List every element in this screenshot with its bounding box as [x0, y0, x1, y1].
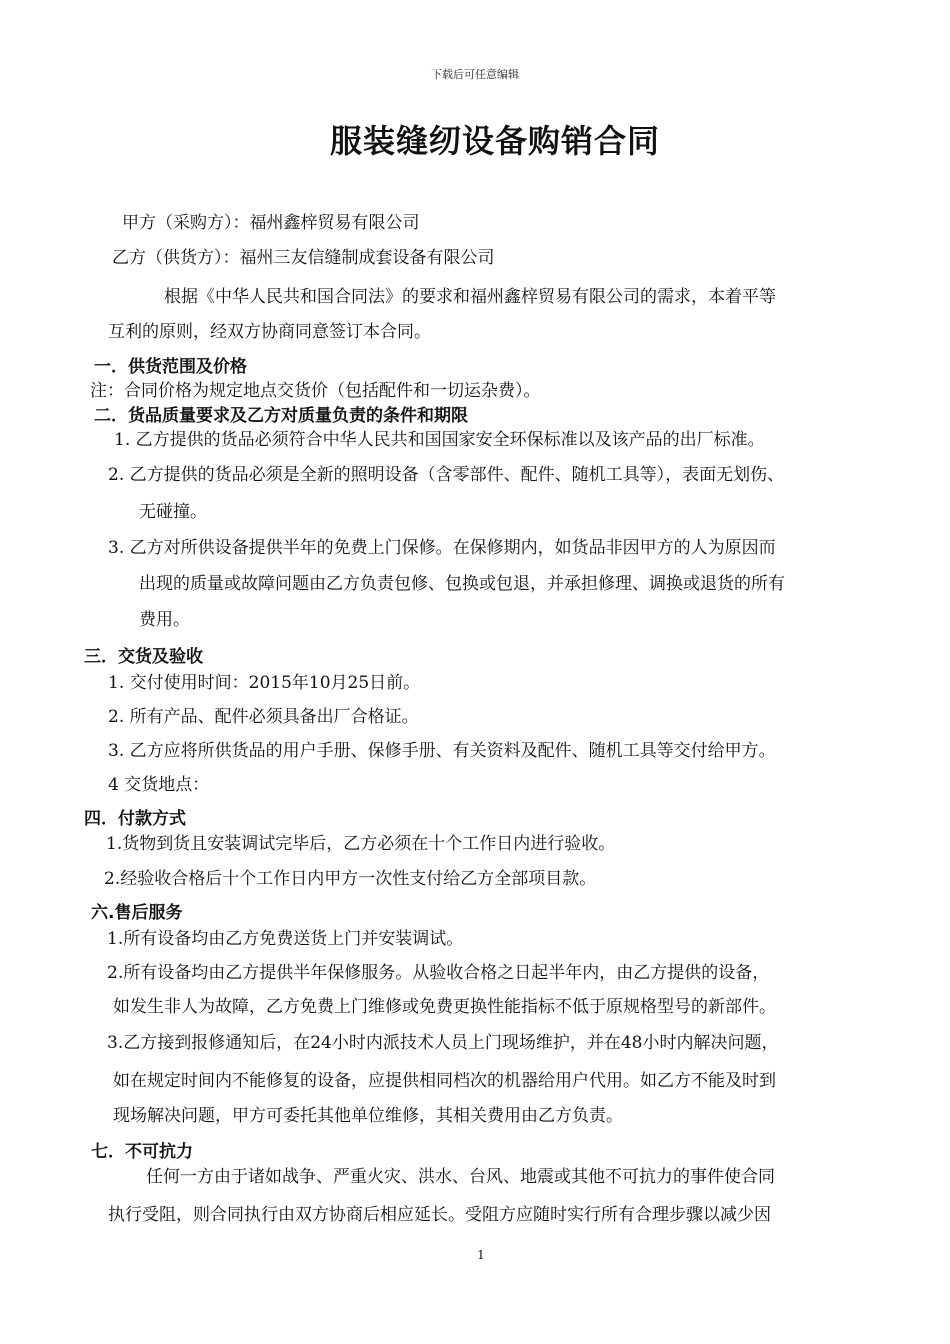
section-1-heading: 一．供货范围及价格	[94, 357, 247, 377]
section-3-line: 3. 乙方应将所供货品的用户手册、保修手册、有关资料及配件、随机工具等交付给甲方。	[108, 741, 776, 761]
section-2-line: 费用。	[139, 610, 190, 630]
section-7-heading: 七．不可抗力	[91, 1142, 193, 1162]
section-6-line: 1.所有设备均由乙方免费送货上门并安装调试。	[107, 929, 464, 949]
section-1-note: 注：合同价格为规定地点交货价（包括配件和一切运杂费）。	[90, 381, 541, 401]
intro-line-1: 根据《中华人民共和国合同法》的要求和福州鑫梓贸易有限公司的需求，本着平等	[164, 287, 776, 307]
section-4-line: 1.货物到货且安装调试完毕后，乙方必须在十个工作日内进行验收。	[106, 834, 616, 854]
section-2-line: 无碰撞。	[139, 502, 207, 522]
section-3-line: 1. 交付使用时间：2015年10月25日前。	[108, 673, 421, 693]
page-number: 1	[477, 1248, 485, 1262]
section-7-line: 任何一方由于诸如战争、严重火灾、洪水、台风、地震或其他不可抗力的事件使合同	[146, 1167, 775, 1187]
section-6-line: 2.所有设备均由乙方提供半年保修服务。从验收合格之日起半年内，由乙方提供的设备，	[107, 963, 770, 983]
section-7-line: 执行受阻，则合同执行由双方协商后相应延长。受阻方应随时实行所有合理步骤以减少因	[108, 1205, 771, 1225]
section-6-line: 3.乙方接到报修通知后，在24小时内派技术人员上门现场维护，并在48小时内解决问题，	[107, 1033, 779, 1053]
section-4-line: 2.经验收合格后十个工作日内甲方一次性支付给乙方全部项目款。	[104, 869, 597, 889]
section-6-line: 如发生非人为故障，乙方免费上门维修或免费更换性能指标不低于原规格型号的新部件。	[113, 997, 776, 1017]
section-2-line: 3. 乙方对所供设备提供半年的免费上门保修。在保修期内，如货品非因甲方的人为原因而	[108, 538, 776, 558]
section-3-line: 2. 所有产品、配件必须具备出厂合格证。	[108, 707, 419, 727]
section-2-line: 2. 乙方提供的货品必须是全新的照明设备（含零部件、配件、随机工具等），表面无划伤、	[108, 465, 785, 485]
section-2-line: 出现的质量或故障问题由乙方负责包修、包换或包退，并承担修理、调换或退货的所有	[139, 574, 785, 594]
section-3-heading: 三．交货及验收	[84, 647, 203, 667]
section-3-line: 4 交货地点：	[108, 775, 210, 795]
party-b: 乙方（供货方）：福州三友信缝制成套设备有限公司	[112, 248, 495, 268]
section-6-line: 如在规定时间内不能修复的设备，应提供相同档次的机器给用户代用。如乙方不能及时到	[113, 1071, 776, 1091]
section-2-line: 1. 乙方提供的货品必须符合中华人民共和国国家安全环保标准以及该产品的出厂标准。	[114, 430, 765, 450]
header-note: 下载后可任意编辑	[431, 68, 519, 81]
page-title: 服装缝纫设备购销合同	[329, 122, 660, 160]
intro-line-2: 互利的原则，经双方协商同意签订本合同。	[108, 322, 431, 342]
section-6-line: 现场解决问题，甲方可委托其他单位维修，其相关费用由乙方负责。	[113, 1106, 623, 1126]
section-2-heading: 二．货品质量要求及乙方对质量负责的条件和期限	[94, 406, 468, 426]
section-6-heading: 六.售后服务	[91, 903, 183, 923]
section-4-heading: 四．付款方式	[84, 809, 186, 829]
party-a: 甲方（采购方）：福州鑫梓贸易有限公司	[122, 213, 420, 233]
